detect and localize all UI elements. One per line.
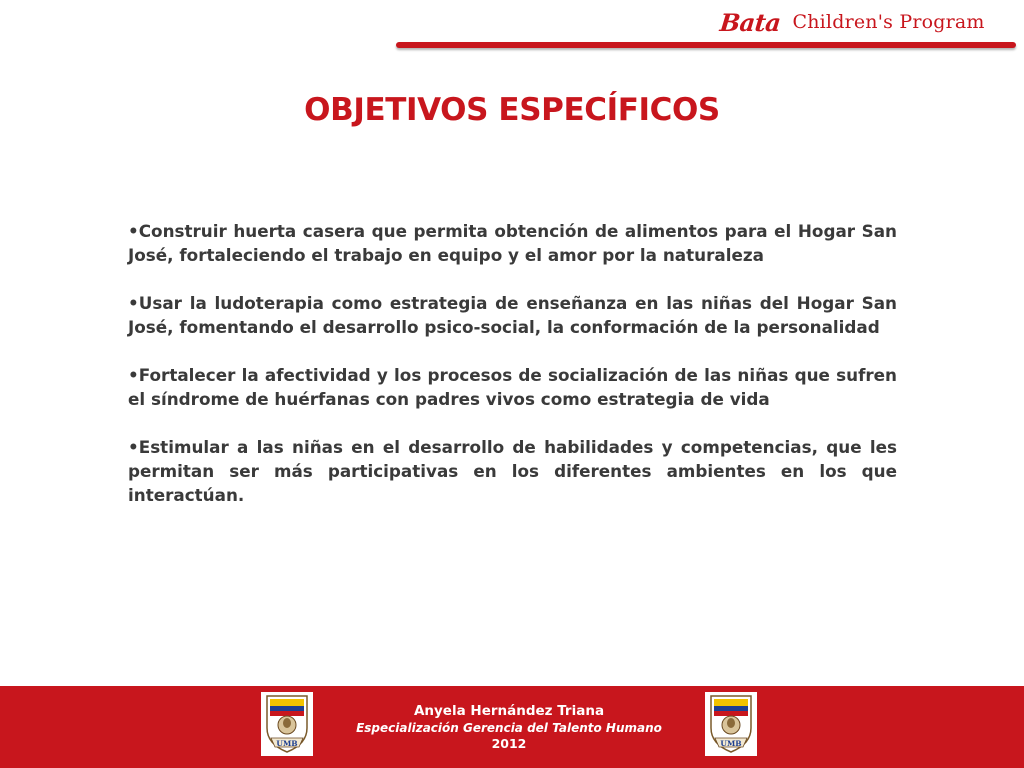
bata-logo: Bata <box>718 7 783 37</box>
program-title: Especialización Gerencia del Talento Humano <box>356 721 662 735</box>
objective-item: •Fortalecer la afectividad y los procesos de socialización de las niñas que sufren el síndrome de huérfanas con padres vivos como estrategia de vida <box>128 365 897 409</box>
brand-header <box>720 4 1016 40</box>
objectives-list <box>128 219 897 531</box>
footer-credits <box>310 702 708 752</box>
header-divider <box>396 42 1016 48</box>
slide-title: OBJETIVOS ESPECÍFICOS <box>304 92 720 128</box>
year: 2012 <box>491 736 527 751</box>
umb-crest-logo <box>261 692 313 756</box>
svg-text:UMB: UMB <box>276 739 298 748</box>
author-name: Anyela Hernández Triana <box>413 703 605 719</box>
objective-item: •Construir huerta casera que permita obtención de alimentos para el Hogar San José, fortaleciendo el trabajo en equipo y el amor por la naturaleza <box>128 221 897 265</box>
footer <box>0 686 1024 768</box>
objective-item: •Estimular a las niñas en el desarrollo de habilidades y competencias, que les permitan ser más participativas en los diferentes ambientes en los que interactúan. <box>128 437 897 505</box>
svg-text:UMB: UMB <box>720 739 742 748</box>
objective-item: •Usar la ludoterapia como estrategia de enseñanza en las niñas del Hogar San José, fomentando el desarrollo psico-social, la conformación de la personalidad <box>128 293 897 337</box>
program-name: Children's Program <box>792 11 985 33</box>
umb-crest-logo <box>705 692 757 756</box>
